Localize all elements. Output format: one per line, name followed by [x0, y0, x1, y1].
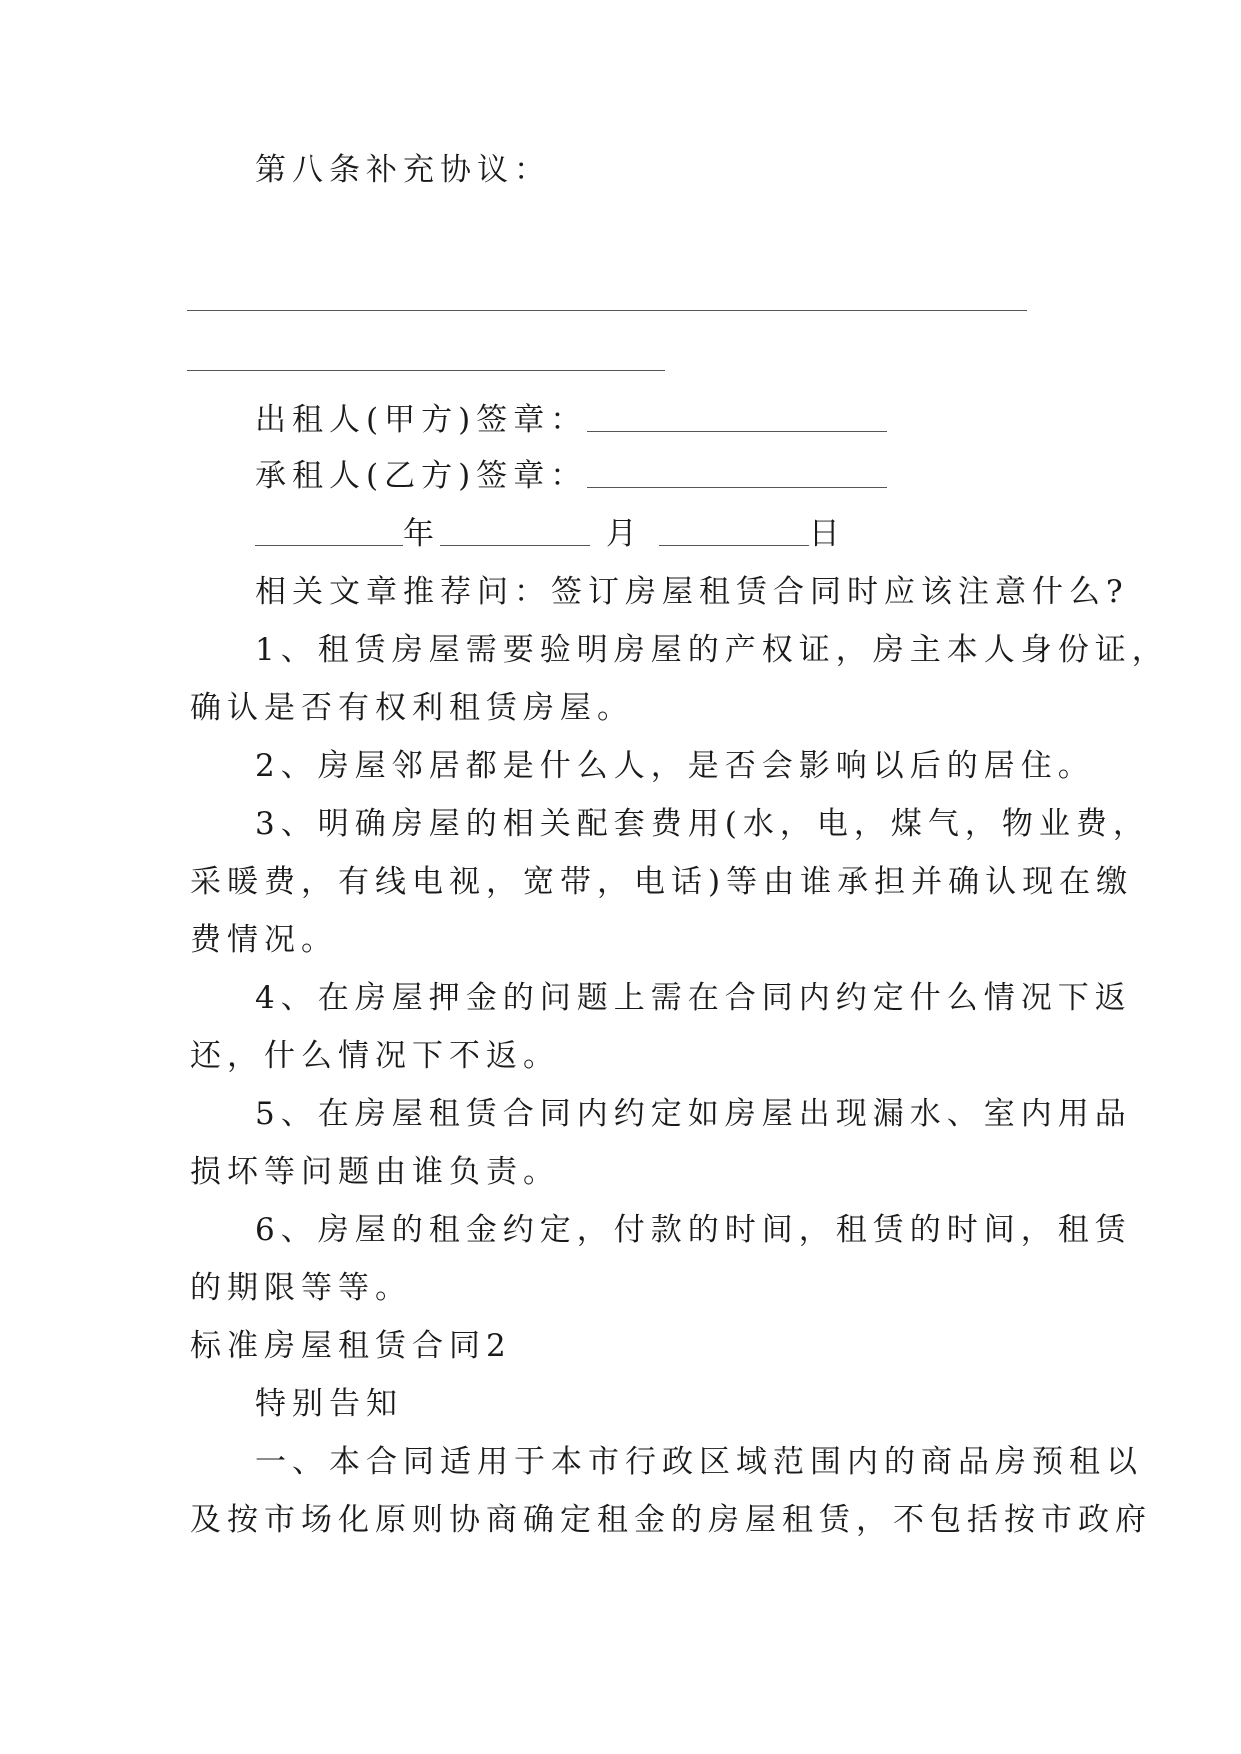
- related-item-6-line-2: 的期限等等。: [190, 1270, 412, 1306]
- blank-line-2: [187, 370, 665, 371]
- related-item-5-line-2: 损坏等问题由谁负责。: [190, 1154, 560, 1190]
- special-notice-heading: 特别告知: [255, 1386, 403, 1422]
- related-item-4-line-1: 4、在房屋押金的问题上需在合同内约定什么情况下返: [255, 980, 1132, 1016]
- blank-line-1: [187, 310, 1027, 311]
- lessor-signature-label: 出租人(甲方)签章：: [255, 402, 588, 438]
- article-8-heading: 第八条补充协议：: [255, 152, 551, 188]
- year-blank: [255, 545, 403, 546]
- related-item-3-line-3: 费情况。: [190, 922, 338, 958]
- date-day-label: 日: [808, 516, 846, 552]
- related-item-3-line-2: 采暖费，有线电视，宽带，电话)等由谁承担并确认现在缴: [190, 864, 1134, 900]
- related-item-4-line-2: 还，什么情况下不返。: [190, 1038, 560, 1074]
- related-item-1-line-1: 1、租赁房屋需要验明房屋的产权证，房主本人身份证，: [255, 632, 1169, 668]
- lessor-signature-row: [255, 400, 887, 440]
- related-item-2: 2、房屋邻居都是什么人，是否会影响以后的居住。: [255, 748, 1095, 784]
- lessee-signature-blank: [587, 487, 887, 488]
- related-item-6-line-1: 6、房屋的租金约定，付款的时间，租赁的时间，租赁: [255, 1212, 1132, 1248]
- related-heading: 相关文章推荐问：签订房屋租赁合同时应该注意什么?: [255, 574, 1129, 610]
- related-item-3-line-1: 3、明确房屋的相关配套费用(水，电，煤气，物业费，: [255, 806, 1150, 842]
- related-item-5-line-1: 5、在房屋租赁合同内约定如房屋出现漏水、室内用品: [255, 1096, 1132, 1132]
- day-blank: [659, 545, 809, 546]
- notice-para-1-line-1: 一、本合同适用于本市行政区域范围内的商品房预租以: [255, 1444, 1143, 1480]
- date-year-label: 年: [403, 516, 440, 552]
- date-row: [255, 514, 846, 554]
- contract-2-title: 标准房屋租赁合同2: [190, 1328, 512, 1364]
- lessor-signature-blank: [587, 431, 887, 432]
- notice-para-1-line-2: 及按市场化原则协商确定租金的房屋租赁，不包括按市政府: [190, 1502, 1152, 1538]
- month-blank: [440, 545, 590, 546]
- related-item-1-line-2: 确认是否有权利租赁房屋。: [190, 690, 634, 726]
- lessee-signature-label: 承租人(乙方)签章：: [255, 458, 588, 494]
- date-month-label: 月: [605, 516, 643, 552]
- lessee-signature-row: [255, 456, 887, 496]
